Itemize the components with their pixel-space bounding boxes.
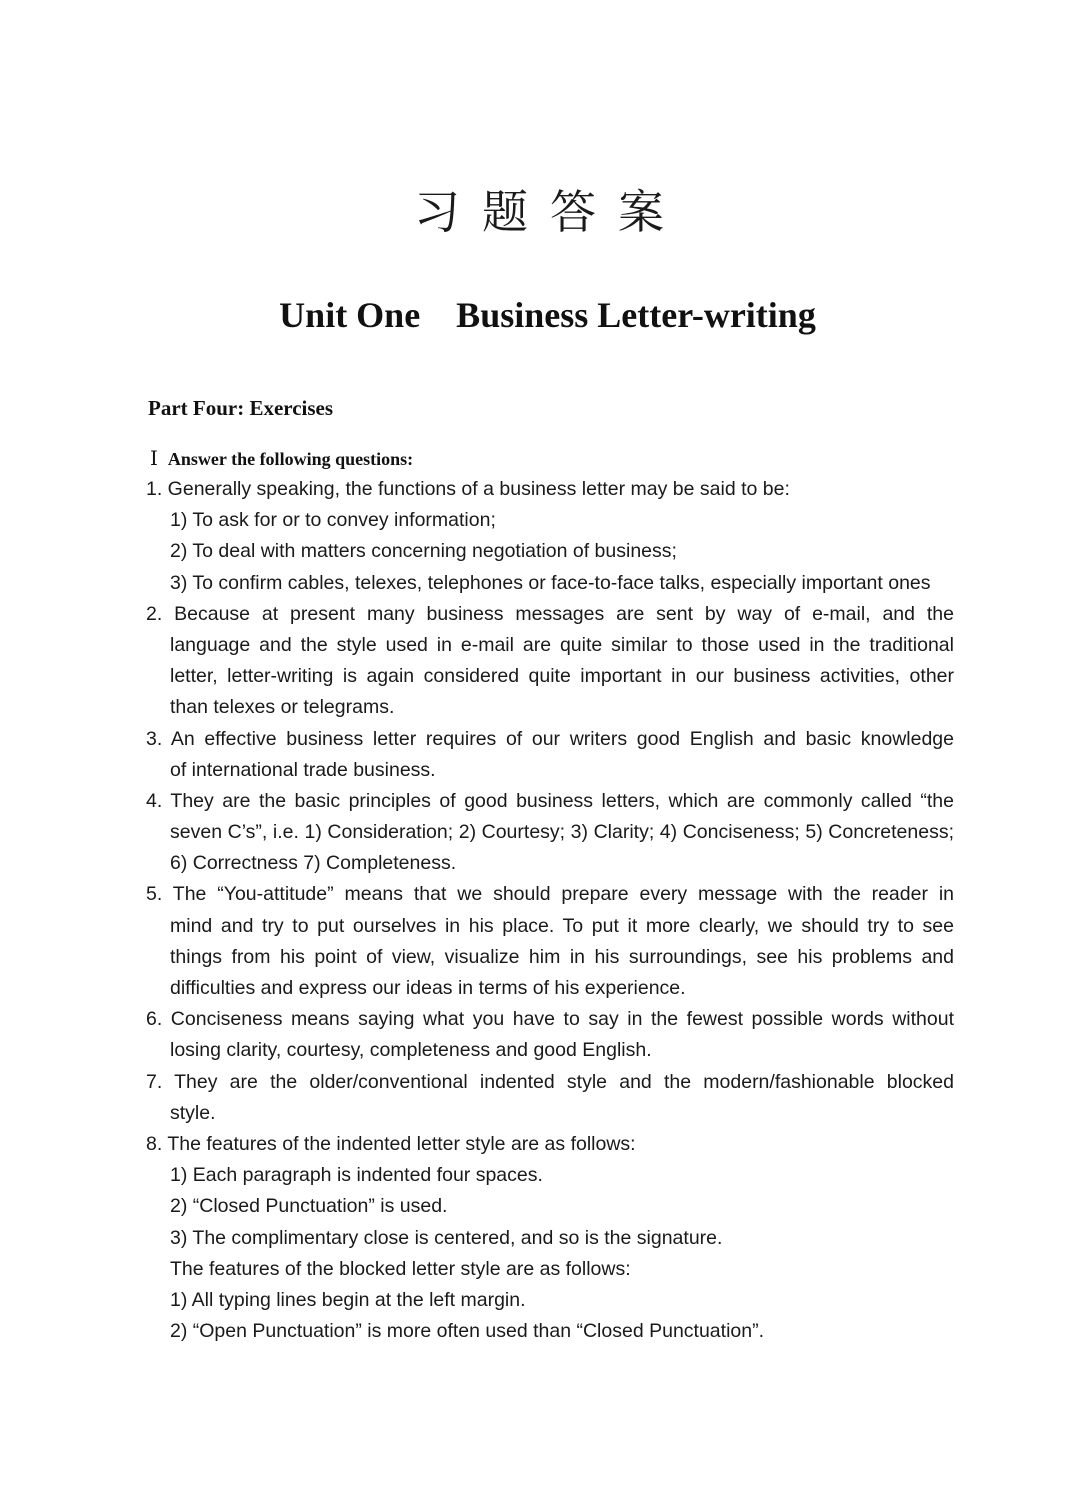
answer-4-line: 6) Correctness 7) Completeness. xyxy=(170,852,457,875)
answer-8-line: The features of the blocked letter style are as follows: xyxy=(170,1257,631,1280)
answer-5-line: things from his point of view, visualize him in his surroundings, see his problems and xyxy=(170,945,954,968)
answer-5-line: mind and try to put ourselves in his place. To put it more clearly, we should try to see xyxy=(170,914,954,937)
unit-title: Unit One Business Letter-writing xyxy=(279,295,816,335)
answer-2-line: 2. Because at present many business messages are sent by way of e-mail, and the xyxy=(146,602,954,625)
section-numeral: Ⅰ xyxy=(150,446,158,470)
answer-4-line: 4. They are the basic principles of good business letters, which are commonly called “the xyxy=(146,789,954,812)
section-title: Answer the following questions: xyxy=(167,449,414,469)
answer-8-subitem: 2) “Open Punctuation” is more often used than “Closed Punctuation”. xyxy=(170,1320,764,1343)
answers-list xyxy=(146,474,954,1347)
answer-3-line: of international trade business. xyxy=(170,758,436,781)
answer-2-line: letter, letter-writing is again considered quite important in our business activities, other xyxy=(170,665,954,688)
answer-5-line: 5. The “You-attitude” means that we should prepare every message with the reader in xyxy=(146,883,954,906)
answer-7-line: style. xyxy=(170,1101,216,1124)
answer-1-subitem: 3) To confirm cables, telexes, telephones or face-to-face talks, especially important ones xyxy=(170,571,931,594)
answer-8-subitem: 1) Each paragraph is indented four spaces. xyxy=(170,1164,543,1187)
answer-8-subitem: 2) “Closed Punctuation” is used. xyxy=(170,1195,448,1218)
answer-6-line: losing clarity, courtesy, completeness and good English. xyxy=(170,1039,652,1062)
answer-8-line: 8. The features of the indented letter style are as follows: xyxy=(146,1132,636,1155)
answer-1-line: 1. Generally speaking, the functions of a business letter may be said to be: xyxy=(146,478,790,500)
answer-3-line: 3. An effective business letter requires of our writers good English and basic knowledge xyxy=(146,727,954,750)
answer-8-subitem: 3) The complimentary close is centered, and so is the signature. xyxy=(170,1226,723,1249)
chinese-page-title: 习题答案 xyxy=(414,185,686,239)
answer-5-line: difficulties and express our ideas in terms of his experience. xyxy=(170,977,686,999)
answer-2-line: language and the style used in e-mail are quite similar to those used in the traditional xyxy=(170,633,954,656)
answer-7-line: 7. They are the older/conventional indented style and the modern/fashionable blocked xyxy=(146,1070,954,1093)
part-heading: Part Four: Exercises xyxy=(148,396,334,420)
answer-1-subitem: 1) To ask for or to convey information; xyxy=(170,509,496,532)
answer-1-subitem: 2) To deal with matters concerning negotiation of business; xyxy=(170,540,677,563)
answer-4-line: seven C’s”, i.e. 1) Consideration; 2) Courtesy; 3) Clarity; 4) Conciseness; 5) Concreteness; xyxy=(170,821,954,844)
answer-2-line: than telexes or telegrams. xyxy=(170,696,395,719)
section-heading xyxy=(150,446,413,470)
answer-8-subitem: 1) All typing lines begin at the left margin. xyxy=(170,1288,526,1311)
answer-6-line: 6. Conciseness means saying what you have to say in the fewest possible words without xyxy=(146,1008,954,1031)
